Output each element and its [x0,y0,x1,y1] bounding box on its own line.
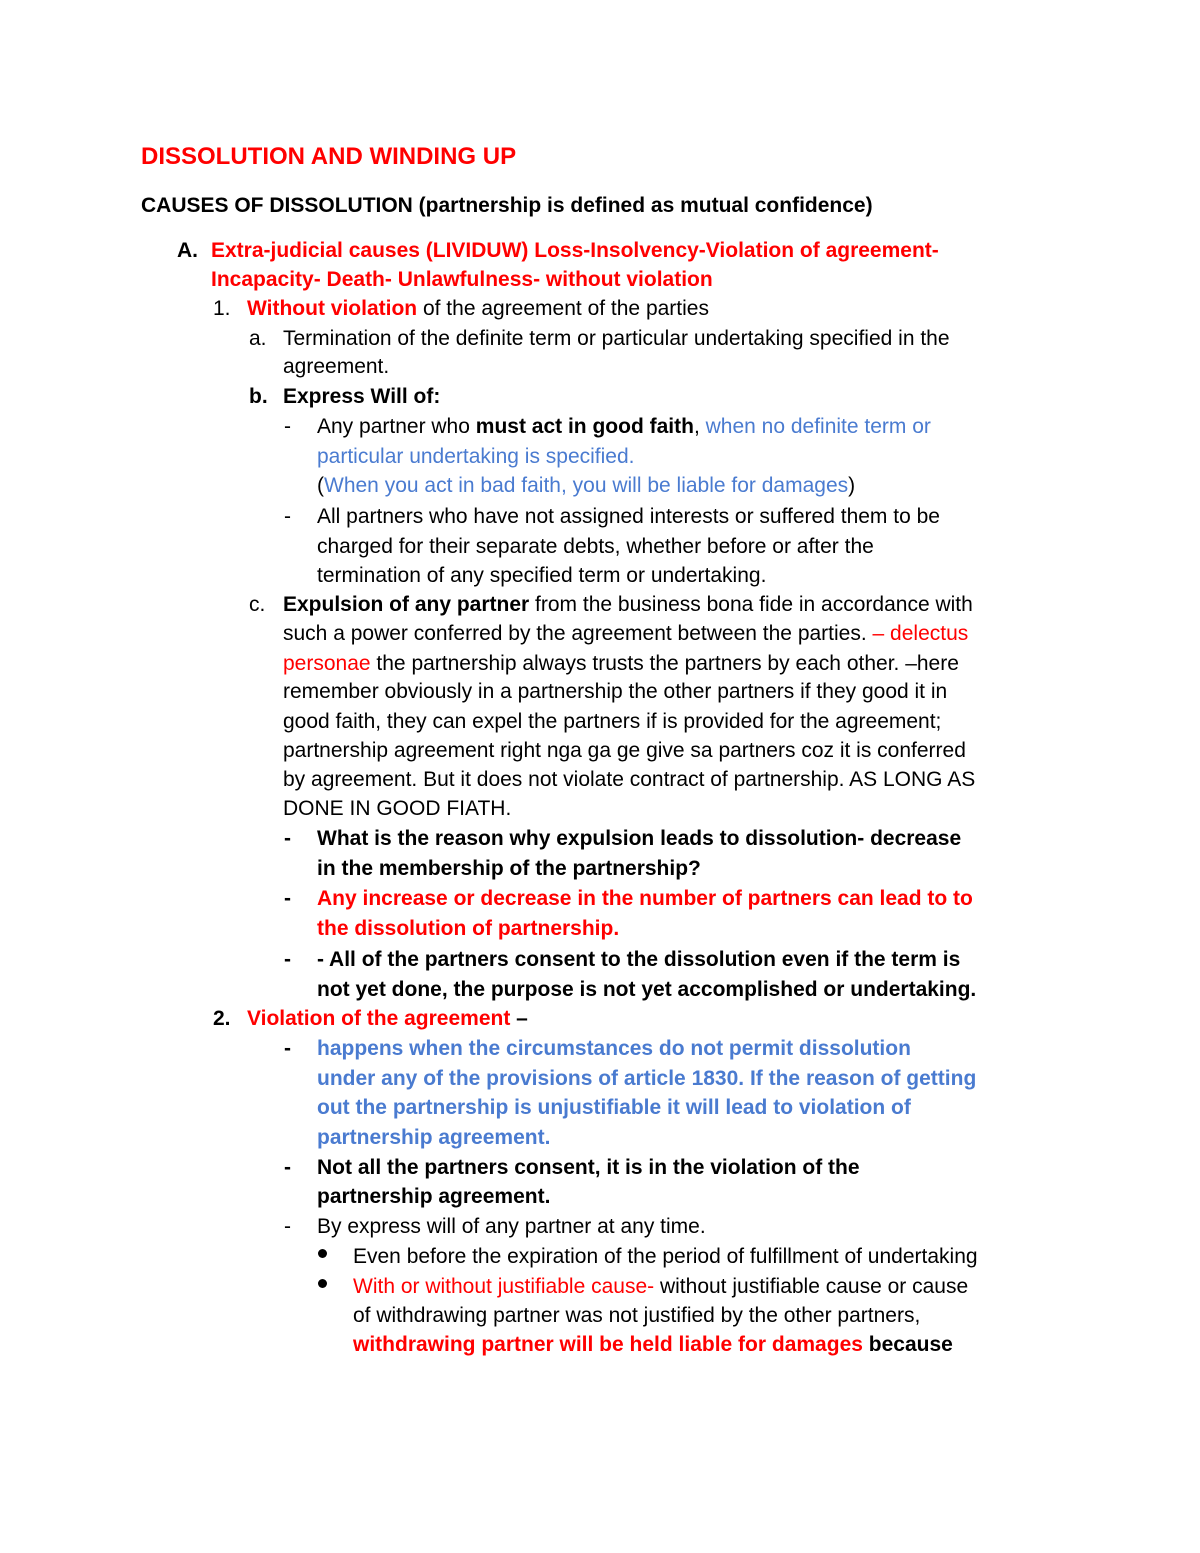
dash-4-line-2: the dissolution of partnership. [317,917,620,940]
dash-marker-6: - [284,1037,291,1060]
dash-1-pre: Any partner who [317,415,476,438]
dash-7-line-1: Not all the partners consent, it is in the violation of the [317,1156,860,1179]
bullet-2-line-3 [353,1330,953,1360]
item-2-dash: – [510,1007,528,1030]
dash-2-line-1: All partners who have not assigned interests or suffered them to be [317,505,940,528]
dash-3-line-1: What is the reason why expulsion leads to dissolution- decrease [317,827,962,850]
item-c-line-4: remember obviously in a partnership the other partners if they good it in [283,680,948,703]
dash-1-close: ) [848,474,856,497]
dash-1-line-3 [317,471,855,501]
item-2-red: Violation of the agreement [247,1007,511,1030]
item-c-line-2-red: – delectus [872,622,969,645]
dash-marker-4: - [284,887,291,910]
dash-1-blue: when no definite term or [705,415,931,438]
dash-6-line-2: under any of the provisions of article 1830. If the reason of getting [317,1067,977,1090]
item-a-line-2: agreement. [283,355,390,378]
dash-marker-8: - [284,1215,291,1238]
bullet-2-line-3-red: withdrawing partner will be held liable for damages [353,1333,863,1356]
list-marker-1: 1. [213,297,231,320]
item-c-line-2 [283,619,968,649]
dash-1-line-1 [317,412,931,442]
section-a-line-2: Incapacity- Death- Unlawfulness- without violation [211,268,713,291]
dash-1-blue-note: When you act in bad faith, you will be liable for damages [324,474,849,497]
bullet-2-red: With or without justifiable cause- [353,1275,655,1298]
dash-marker-2: - [284,505,291,528]
dash-2-line-2: charged for their separate debts, whether before or after the [317,535,874,558]
dash-1-line-2: particular undertaking is specified. [317,445,635,468]
dash-marker-3: - [284,827,291,850]
list-marker-A: A. [177,239,198,262]
dash-marker-7: - [284,1156,291,1179]
item-c-line-6: partnership agreement right nga ga ge give sa partners coz it is conferred [283,739,966,762]
dash-5-line-1: - All of the partners consent to the dissolution even if the term is [317,948,961,971]
dash-6-line-1: happens when the circumstances do not permit dissolution [317,1037,911,1060]
item-1-rest: of the agreement of the parties [417,297,709,320]
bullet-dot-2 [318,1279,327,1288]
list-marker-b: b. [249,385,268,408]
section-heading: CAUSES OF DISSOLUTION (partnership is defined as mutual confidence) [141,194,873,217]
bullet-2-line-2: of withdrawing partner was not justified by the other partners, [353,1304,921,1327]
dash-marker-5: - [284,948,291,971]
dash-1-bold: must act in good faith [475,415,694,438]
item-c-line-8: DONE IN GOOD FIATH. [283,797,512,820]
bullet-2-line-1 [353,1272,968,1302]
bullet-1-text: Even before the expiration of the period of fulfillment of undertaking [353,1245,978,1268]
dash-marker-1: - [284,415,291,438]
dash-3-line-2: in the membership of the partnership? [317,857,701,880]
item-c-line-5: good faith, they can expel the partners if is provided for the agreement; [283,710,942,733]
list-marker-a: a. [249,327,267,350]
document-title: DISSOLUTION AND WINDING UP [141,143,517,170]
item-c-line-3-rest: the partnership always trusts the partners by each other. –here [370,652,959,675]
dash-2-line-3: termination of any specified term or undertaking. [317,564,767,587]
item-c-line-3-red: personae [283,652,371,675]
dash-6-line-4: partnership agreement. [317,1126,551,1149]
item-c-bold: Expulsion of any partner [283,593,530,616]
bullet-2-rest: without justifiable cause or cause [654,1275,969,1298]
item-1-text [247,294,709,324]
dash-8-text: By express will of any partner at any time. [317,1215,706,1238]
list-marker-c: c. [249,593,266,616]
item-2-text [247,1004,528,1034]
dash-4-line-1: Any increase or decrease in the number of partners can lead to to [317,887,973,910]
bullet-dot-1 [318,1249,327,1258]
dash-6-line-3: out the partnership is unjustifiable it will lead to violation of [317,1096,911,1119]
dash-5-line-2: not yet done, the purpose is not yet accomplished or undertaking. [317,978,977,1001]
item-c-line-3 [283,649,959,679]
item-c-line-7: by agreement. But it does not violate contract of partnership. AS LONG AS [283,768,976,791]
section-a-line-1: Extra-judicial causes (LIVIDUW) Loss-Insolvency-Violation of agreement- [211,239,939,262]
item-c-line-2a: such a power conferred by the agreement between the parties. [283,622,873,645]
item-c-rest: from the business bona fide in accordance with [529,593,973,616]
dash-1-comma: , [693,415,706,438]
item-c-line-1 [283,590,973,620]
item-b-text: Express Will of: [283,385,441,408]
item-1-bold: Without violation [247,297,418,320]
dash-7-line-2: partnership agreement. [317,1185,551,1208]
list-marker-2: 2. [213,1007,231,1030]
dash-1-open: ( [317,474,324,497]
bullet-2-line-3-rest: because [862,1333,953,1356]
item-a-line-1: Termination of the definite term or particular undertaking specified in the [283,327,950,350]
